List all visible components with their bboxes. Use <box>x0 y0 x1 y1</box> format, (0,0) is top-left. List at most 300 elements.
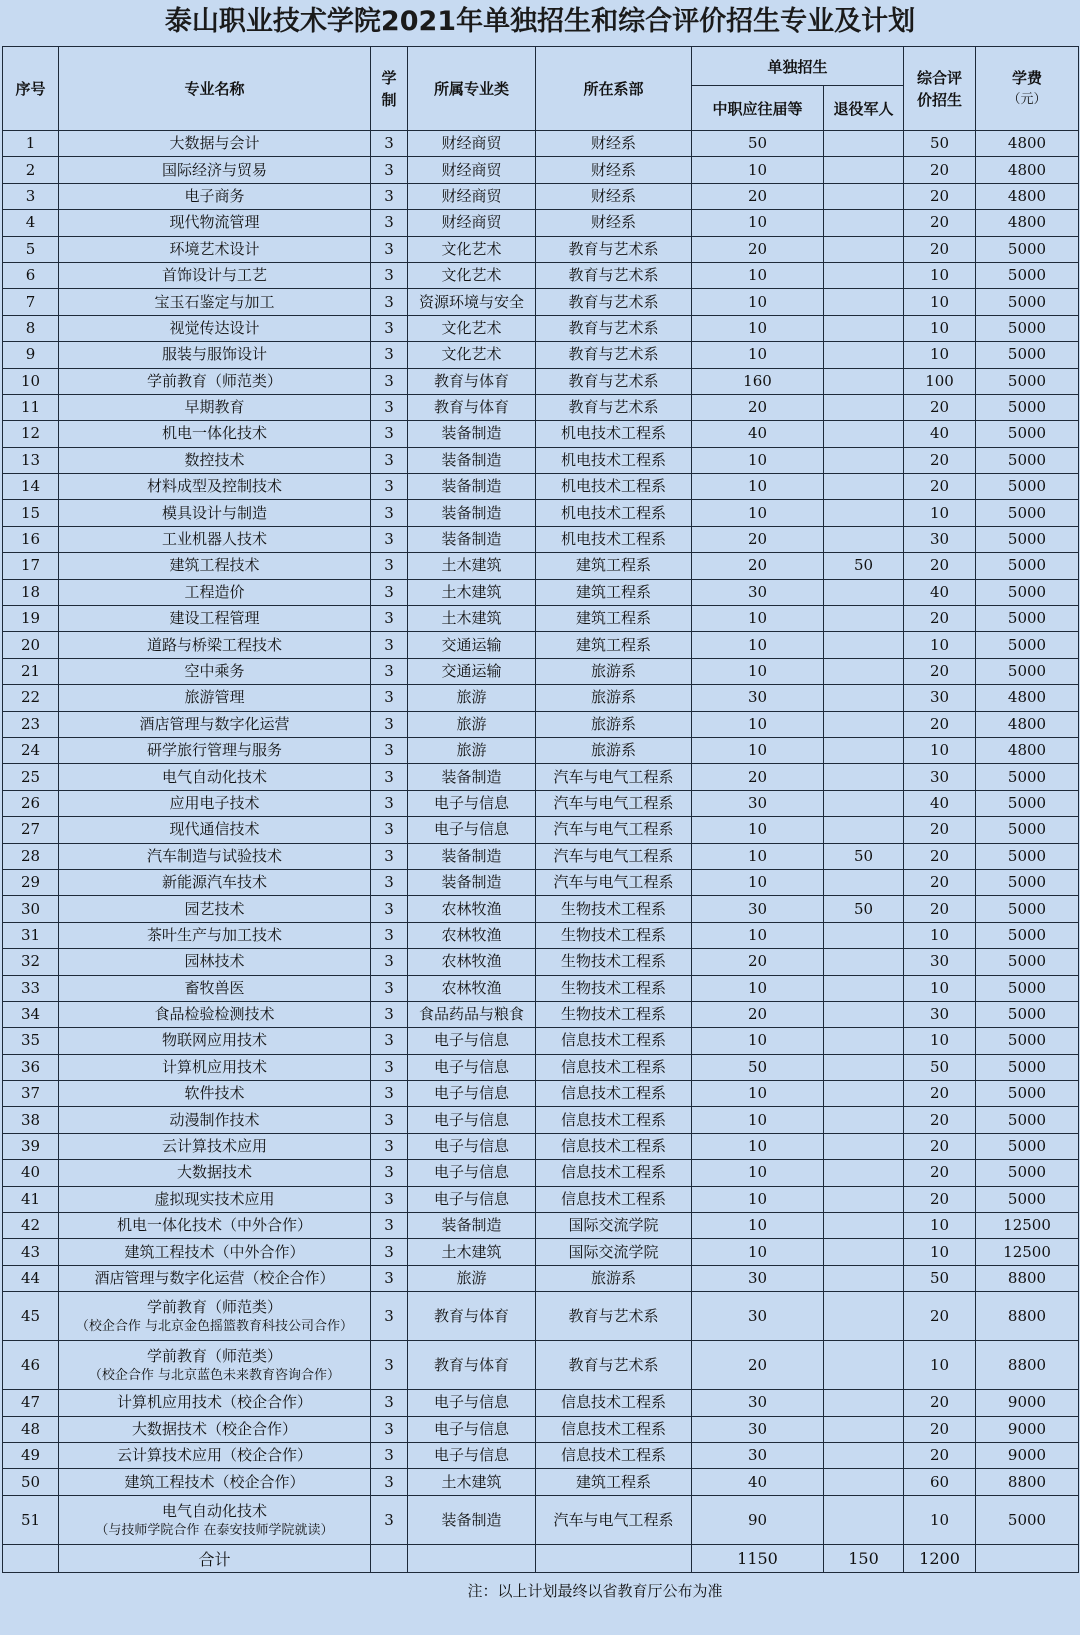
row-major-name: 电气自动化技术 <box>59 764 371 790</box>
row-major-name: 道路与桥梁工程技术 <box>59 632 371 658</box>
table-row <box>3 236 1079 262</box>
row-single-veterans <box>824 606 904 632</box>
row-department: 教育与艺术系 <box>536 342 692 368</box>
row-category: 教育与体育 <box>408 1292 536 1341</box>
row-single-regular: 40 <box>692 421 824 447</box>
row-department: 国际交流学院 <box>536 1213 692 1239</box>
row-major-name: 环境艺术设计 <box>59 236 371 262</box>
row-department: 教育与艺术系 <box>536 289 692 315</box>
row-major-name: 宝玉石鉴定与加工 <box>59 289 371 315</box>
row-single-veterans <box>824 711 904 737</box>
row-department: 建筑工程系 <box>536 579 692 605</box>
row-category: 资源环境与安全 <box>408 289 536 315</box>
row-single-veterans <box>824 922 904 948</box>
row-major-name: 建筑工程技术（校企合作） <box>59 1469 371 1495</box>
row-seq: 39 <box>3 1133 59 1159</box>
row-fee: 5000 <box>976 553 1079 579</box>
row-category: 食品药品与粮食 <box>408 1001 536 1027</box>
row-category: 土木建筑 <box>408 606 536 632</box>
row-single-veterans <box>824 157 904 183</box>
row-single-veterans <box>824 1028 904 1054</box>
row-comprehensive: 20 <box>904 606 976 632</box>
row-fee: 4800 <box>976 685 1079 711</box>
row-seq: 8 <box>3 315 59 341</box>
row-category: 装备制造 <box>408 843 536 869</box>
row-years: 3 <box>371 685 408 711</box>
row-seq: 10 <box>3 368 59 394</box>
table-row <box>3 394 1079 420</box>
row-single-regular: 10 <box>692 737 824 763</box>
row-single-veterans <box>824 1239 904 1265</box>
row-single-regular: 10 <box>692 1186 824 1212</box>
row-category: 教育与体育 <box>408 368 536 394</box>
row-single-veterans <box>824 737 904 763</box>
table-row <box>3 975 1079 1001</box>
row-years: 3 <box>371 1341 408 1390</box>
row-seq: 37 <box>3 1081 59 1107</box>
table-row <box>3 1133 1079 1159</box>
row-single-regular: 10 <box>692 711 824 737</box>
table-row <box>3 1001 1079 1027</box>
row-department: 信息技术工程系 <box>536 1390 692 1416</box>
row-single-regular: 30 <box>692 896 824 922</box>
row-fee: 5000 <box>976 843 1079 869</box>
row-years: 3 <box>371 1213 408 1239</box>
enrollment-table <box>2 46 1079 1573</box>
row-seq: 30 <box>3 896 59 922</box>
row-comprehensive: 10 <box>904 975 976 1001</box>
row-single-regular: 10 <box>692 817 824 843</box>
row-fee: 12500 <box>976 1239 1079 1265</box>
row-comprehensive: 20 <box>904 447 976 473</box>
table-row <box>3 579 1079 605</box>
row-comprehensive: 10 <box>904 500 976 526</box>
row-single-veterans <box>824 1292 904 1341</box>
row-department: 汽车与电气工程系 <box>536 843 692 869</box>
header-single: 单独招生 <box>692 47 904 86</box>
row-comprehensive: 20 <box>904 1390 976 1416</box>
row-years: 3 <box>371 1442 408 1468</box>
row-department: 建筑工程系 <box>536 606 692 632</box>
row-comprehensive: 20 <box>904 1133 976 1159</box>
row-major-name: 机电一体化技术 <box>59 421 371 447</box>
row-single-veterans <box>824 289 904 315</box>
row-single-veterans <box>824 342 904 368</box>
total-row <box>3 1544 1079 1572</box>
row-single-regular: 30 <box>692 579 824 605</box>
row-single-regular: 20 <box>692 526 824 552</box>
row-category: 财经商贸 <box>408 157 536 183</box>
table-row <box>3 447 1079 473</box>
row-single-veterans <box>824 1001 904 1027</box>
row-department: 旅游系 <box>536 685 692 711</box>
row-single-veterans <box>824 236 904 262</box>
row-years: 3 <box>371 500 408 526</box>
table-row <box>3 1416 1079 1442</box>
row-major-name: 模具设计与制造 <box>59 500 371 526</box>
row-major-name-line1: 学前教育（师范类） <box>146 1347 282 1366</box>
row-category: 装备制造 <box>408 526 536 552</box>
row-major-name: 食品检验检测技术 <box>59 1001 371 1027</box>
row-category: 电子与信息 <box>408 1442 536 1468</box>
row-category: 财经商贸 <box>408 210 536 236</box>
row-seq: 25 <box>3 764 59 790</box>
row-fee: 4800 <box>976 183 1079 209</box>
row-major-name: 茶叶生产与加工技术 <box>59 922 371 948</box>
row-years: 3 <box>371 817 408 843</box>
row-years: 3 <box>371 526 408 552</box>
row-department: 信息技术工程系 <box>536 1442 692 1468</box>
row-single-regular: 30 <box>692 1265 824 1291</box>
row-single-veterans <box>824 1416 904 1442</box>
table-row <box>3 606 1079 632</box>
row-seq: 31 <box>3 922 59 948</box>
row-department: 生物技术工程系 <box>536 949 692 975</box>
row-single-regular: 10 <box>692 843 824 869</box>
row-fee: 5000 <box>976 236 1079 262</box>
row-years: 3 <box>371 606 408 632</box>
row-major-name: 服装与服饰设计 <box>59 342 371 368</box>
row-category: 旅游 <box>408 685 536 711</box>
row-seq: 36 <box>3 1054 59 1080</box>
row-department: 旅游系 <box>536 1265 692 1291</box>
row-fee: 5000 <box>976 658 1079 684</box>
row-department: 建筑工程系 <box>536 553 692 579</box>
row-comprehensive: 20 <box>904 711 976 737</box>
row-single-regular: 10 <box>692 1213 824 1239</box>
row-years: 3 <box>371 1054 408 1080</box>
table-row <box>3 658 1079 684</box>
table-row <box>3 922 1079 948</box>
row-fee: 5000 <box>976 922 1079 948</box>
row-comprehensive: 20 <box>904 1160 976 1186</box>
row-single-regular: 20 <box>692 764 824 790</box>
row-major-name: 虚拟现实技术应用 <box>59 1186 371 1212</box>
header-category: 所属专业类 <box>408 47 536 131</box>
row-years: 3 <box>371 922 408 948</box>
row-fee: 5000 <box>976 1160 1079 1186</box>
row-comprehensive: 20 <box>904 553 976 579</box>
table-row <box>3 685 1079 711</box>
row-fee: 5000 <box>976 579 1079 605</box>
table-row <box>3 1265 1079 1291</box>
row-seq: 11 <box>3 394 59 420</box>
row-seq: 20 <box>3 632 59 658</box>
row-single-veterans <box>824 1469 904 1495</box>
row-fee: 4800 <box>976 711 1079 737</box>
row-category: 装备制造 <box>408 764 536 790</box>
row-comprehensive: 10 <box>904 1341 976 1390</box>
row-fee: 5000 <box>976 632 1079 658</box>
header-years-line2: 制 <box>381 90 397 109</box>
row-seq: 23 <box>3 711 59 737</box>
row-category: 电子与信息 <box>408 790 536 816</box>
row-major-name: 汽车制造与试验技术 <box>59 843 371 869</box>
total-label: 合计 <box>59 1544 371 1572</box>
row-fee: 5000 <box>976 975 1079 1001</box>
row-comprehensive: 20 <box>904 157 976 183</box>
row-comprehensive: 100 <box>904 368 976 394</box>
row-single-veterans: 50 <box>824 553 904 579</box>
table-header <box>3 47 1079 131</box>
row-major-name: 早期教育 <box>59 394 371 420</box>
row-category: 装备制造 <box>408 421 536 447</box>
row-single-regular: 10 <box>692 500 824 526</box>
row-single-regular: 160 <box>692 368 824 394</box>
header-years-line1: 学 <box>381 68 397 87</box>
row-years: 3 <box>371 1107 408 1133</box>
row-seq: 19 <box>3 606 59 632</box>
total-single-regular: 1150 <box>692 1544 824 1572</box>
row-single-regular: 30 <box>692 1416 824 1442</box>
row-category: 文化艺术 <box>408 262 536 288</box>
table-row <box>3 131 1079 157</box>
row-fee: 5000 <box>976 606 1079 632</box>
table-body <box>3 131 1079 1545</box>
row-single-veterans <box>824 421 904 447</box>
row-single-veterans <box>824 500 904 526</box>
row-years: 3 <box>371 1469 408 1495</box>
row-major-name: 空中乘务 <box>59 658 371 684</box>
row-comprehensive: 30 <box>904 949 976 975</box>
row-comprehensive: 10 <box>904 1213 976 1239</box>
row-category: 装备制造 <box>408 500 536 526</box>
row-single-regular: 30 <box>692 1390 824 1416</box>
row-comprehensive: 20 <box>904 1416 976 1442</box>
row-major-name: 建筑工程技术（中外合作） <box>59 1239 371 1265</box>
row-years: 3 <box>371 896 408 922</box>
row-single-veterans <box>824 1186 904 1212</box>
row-years: 3 <box>371 737 408 763</box>
row-years: 3 <box>371 1186 408 1212</box>
row-department: 生物技术工程系 <box>536 975 692 1001</box>
row-major-name: 新能源汽车技术 <box>59 869 371 895</box>
row-single-veterans <box>824 1495 904 1544</box>
row-seq: 51 <box>3 1495 59 1544</box>
row-single-regular: 10 <box>692 342 824 368</box>
row-years: 3 <box>371 975 408 1001</box>
row-fee: 5000 <box>976 817 1079 843</box>
row-comprehensive: 10 <box>904 262 976 288</box>
row-seq: 3 <box>3 183 59 209</box>
row-years: 3 <box>371 658 408 684</box>
row-department: 机电技术工程系 <box>536 421 692 447</box>
row-category: 教育与体育 <box>408 394 536 420</box>
row-single-veterans <box>824 1341 904 1390</box>
row-fee: 5000 <box>976 315 1079 341</box>
row-department: 教育与艺术系 <box>536 1292 692 1341</box>
row-single-veterans <box>824 1390 904 1416</box>
row-years: 3 <box>371 289 408 315</box>
row-department: 汽车与电气工程系 <box>536 1495 692 1544</box>
row-years: 3 <box>371 1416 408 1442</box>
row-major-name: 畜牧兽医 <box>59 975 371 1001</box>
table-row <box>3 632 1079 658</box>
row-category: 旅游 <box>408 1265 536 1291</box>
row-comprehensive: 40 <box>904 790 976 816</box>
row-seq: 18 <box>3 579 59 605</box>
row-department: 教育与艺术系 <box>536 368 692 394</box>
row-single-veterans: 50 <box>824 896 904 922</box>
row-category: 旅游 <box>408 711 536 737</box>
row-major-name: 计算机应用技术（校企合作） <box>59 1390 371 1416</box>
row-fee: 5000 <box>976 526 1079 552</box>
table-row <box>3 1341 1079 1390</box>
row-comprehensive: 10 <box>904 1028 976 1054</box>
row-category: 土木建筑 <box>408 1469 536 1495</box>
row-single-veterans <box>824 210 904 236</box>
table-row <box>3 1239 1079 1265</box>
total-department-cell <box>536 1544 692 1572</box>
row-department: 机电技术工程系 <box>536 447 692 473</box>
table-row <box>3 289 1079 315</box>
row-category: 交通运输 <box>408 632 536 658</box>
row-years: 3 <box>371 843 408 869</box>
row-seq: 9 <box>3 342 59 368</box>
row-category: 农林牧渔 <box>408 975 536 1001</box>
row-department: 汽车与电气工程系 <box>536 869 692 895</box>
row-major-name: 大数据技术 <box>59 1160 371 1186</box>
header-department: 所在系部 <box>536 47 692 131</box>
row-seq: 42 <box>3 1213 59 1239</box>
row-single-veterans <box>824 1054 904 1080</box>
table-row <box>3 1469 1079 1495</box>
row-fee: 5000 <box>976 262 1079 288</box>
row-single-regular: 20 <box>692 183 824 209</box>
row-fee: 4800 <box>976 131 1079 157</box>
row-years: 3 <box>371 1001 408 1027</box>
row-comprehensive: 20 <box>904 1442 976 1468</box>
row-seq: 1 <box>3 131 59 157</box>
row-comprehensive: 20 <box>904 1186 976 1212</box>
table-row <box>3 210 1079 236</box>
row-fee: 5000 <box>976 1081 1079 1107</box>
table-row <box>3 1160 1079 1186</box>
row-comprehensive: 10 <box>904 922 976 948</box>
row-department: 信息技术工程系 <box>536 1081 692 1107</box>
row-years: 3 <box>371 1239 408 1265</box>
row-category: 电子与信息 <box>408 1160 536 1186</box>
header-fee <box>976 47 1079 131</box>
row-department: 信息技术工程系 <box>536 1054 692 1080</box>
row-years: 3 <box>371 474 408 500</box>
row-fee: 4800 <box>976 210 1079 236</box>
row-category: 装备制造 <box>408 869 536 895</box>
header-single-regular: 中职应往届等 <box>692 86 824 131</box>
row-single-regular: 10 <box>692 447 824 473</box>
row-years: 3 <box>371 315 408 341</box>
row-seq: 17 <box>3 553 59 579</box>
row-single-veterans <box>824 764 904 790</box>
row-single-regular: 10 <box>692 1133 824 1159</box>
row-single-veterans <box>824 790 904 816</box>
row-category: 电子与信息 <box>408 1081 536 1107</box>
row-category: 文化艺术 <box>408 236 536 262</box>
row-fee: 5000 <box>976 1186 1079 1212</box>
row-comprehensive: 30 <box>904 685 976 711</box>
row-department: 旅游系 <box>536 658 692 684</box>
row-years: 3 <box>371 1133 408 1159</box>
row-department: 信息技术工程系 <box>536 1028 692 1054</box>
row-years: 3 <box>371 1160 408 1186</box>
table-row <box>3 526 1079 552</box>
header-comprehensive-line1: 综合评 <box>917 68 963 87</box>
table-row <box>3 1390 1079 1416</box>
row-department: 国际交流学院 <box>536 1239 692 1265</box>
table-row <box>3 711 1079 737</box>
row-major-name-line2: （与技师学院合作 在泰安技师学院就读） <box>95 1522 334 1538</box>
row-fee: 8800 <box>976 1265 1079 1291</box>
row-category: 交通运输 <box>408 658 536 684</box>
row-seq: 13 <box>3 447 59 473</box>
row-seq: 14 <box>3 474 59 500</box>
row-category: 土木建筑 <box>408 579 536 605</box>
row-single-regular: 30 <box>692 1292 824 1341</box>
row-department: 财经系 <box>536 210 692 236</box>
row-seq: 41 <box>3 1186 59 1212</box>
table-row <box>3 896 1079 922</box>
row-seq: 43 <box>3 1239 59 1265</box>
row-category: 电子与信息 <box>408 817 536 843</box>
row-years: 3 <box>371 1028 408 1054</box>
row-major-name: 物联网应用技术 <box>59 1028 371 1054</box>
row-seq: 21 <box>3 658 59 684</box>
row-department: 财经系 <box>536 157 692 183</box>
row-years: 3 <box>371 1292 408 1341</box>
table-row <box>3 315 1079 341</box>
row-seq: 2 <box>3 157 59 183</box>
row-single-regular: 10 <box>692 632 824 658</box>
row-comprehensive: 10 <box>904 632 976 658</box>
row-years: 3 <box>371 262 408 288</box>
row-comprehensive: 50 <box>904 1054 976 1080</box>
row-category: 电子与信息 <box>408 1186 536 1212</box>
row-seq: 50 <box>3 1469 59 1495</box>
table-row <box>3 1495 1079 1544</box>
row-seq: 4 <box>3 210 59 236</box>
row-single-veterans <box>824 817 904 843</box>
row-fee: 5000 <box>976 289 1079 315</box>
row-category: 文化艺术 <box>408 315 536 341</box>
row-category: 农林牧渔 <box>408 896 536 922</box>
row-single-regular: 10 <box>692 922 824 948</box>
header-single-veterans: 退役军人 <box>824 86 904 131</box>
row-fee: 5000 <box>976 1028 1079 1054</box>
row-major-name: 首饰设计与工艺 <box>59 262 371 288</box>
row-category: 装备制造 <box>408 1495 536 1544</box>
table-row <box>3 1054 1079 1080</box>
row-department: 汽车与电气工程系 <box>536 790 692 816</box>
row-single-regular: 10 <box>692 157 824 183</box>
row-major-name: 软件技术 <box>59 1081 371 1107</box>
row-years: 3 <box>371 342 408 368</box>
row-major-name: 材料成型及控制技术 <box>59 474 371 500</box>
row-single-regular: 20 <box>692 236 824 262</box>
row-single-regular: 10 <box>692 1107 824 1133</box>
table-row <box>3 817 1079 843</box>
row-department: 教育与艺术系 <box>536 1341 692 1390</box>
row-category: 装备制造 <box>408 474 536 500</box>
row-comprehensive: 20 <box>904 183 976 209</box>
row-single-regular: 10 <box>692 658 824 684</box>
row-years: 3 <box>371 790 408 816</box>
row-seq: 33 <box>3 975 59 1001</box>
row-major-name: 现代物流管理 <box>59 210 371 236</box>
row-category: 教育与体育 <box>408 1341 536 1390</box>
row-years: 3 <box>371 1081 408 1107</box>
row-single-veterans <box>824 368 904 394</box>
row-single-veterans <box>824 447 904 473</box>
